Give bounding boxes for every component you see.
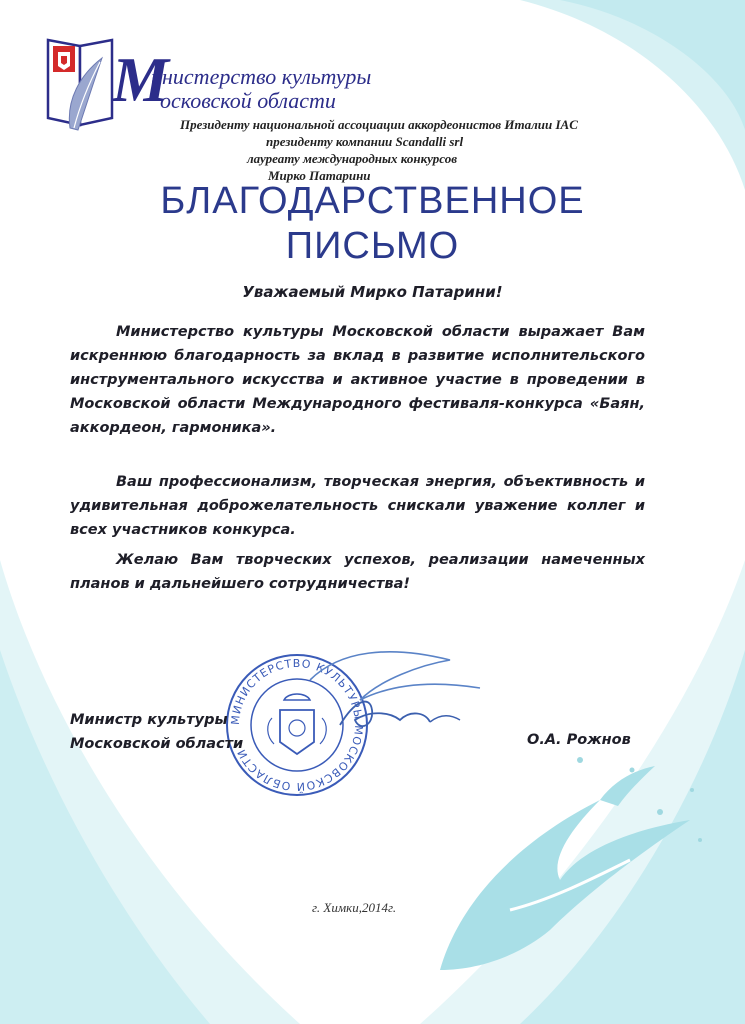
addressee-line-2: президенту компании Scandalli srl <box>266 134 464 149</box>
stamp-text: МИНИСТЕРСТВО КУЛЬТУРЫ МОСКОВСКОЙ ОБЛАСТИ <box>228 656 366 794</box>
body-paragraph-1 <box>70 320 645 440</box>
ministry-name-line1: инистерство культуры <box>151 64 372 89</box>
signatory-position <box>70 708 243 756</box>
body-paragraph-3 <box>70 548 645 596</box>
body-paragraph-2 <box>70 470 645 542</box>
greeting: Уважаемый Мирко Патарини! <box>242 283 503 301</box>
crane-decoration-icon <box>400 760 700 980</box>
ministry-emblem-logo <box>40 30 120 140</box>
addressee-line-1: Президенту национальной ассоциации аккордеонистов Италии IAC <box>180 117 578 132</box>
signatory-position-line1: Министр культуры <box>70 712 228 728</box>
signatory-name: О.А. Рожнов <box>527 732 631 748</box>
place-and-date: г. Химки,2014г. <box>312 900 397 915</box>
logo-initial-letter: М <box>112 44 169 115</box>
handwritten-signature <box>300 640 500 750</box>
letter-title-line1: БЛАГОДАРСТВЕННОЕ <box>160 180 585 222</box>
addressee-line-3: лауреату международных конкурсов <box>247 151 458 166</box>
addressee-name: Мирко Патарини <box>268 168 371 183</box>
letter-title-line2: ПИСЬМО <box>285 225 460 267</box>
signatory-position-line2: Московской области <box>70 736 244 752</box>
paragraph-3-text: Желаю Вам творческих успехов, реализации намеченных планов и дальнейшего сотрудничества! <box>70 552 645 592</box>
ministry-name-line2: осковской области <box>160 88 336 113</box>
paragraph-1-text: Министерство культуры Московской области выражает Вам искреннюю благодарность за вклад в развитие исполнительского инструментального искусства и активное участие в проведении в Московской области Международного фестиваля-конкурса «Баян, аккордеон, гармоника». <box>70 324 645 436</box>
paragraph-2-text: Ваш профессионализм, творческая энергия, объективность и удивительная доброжелательность снискали уважение коллег и всех участников конкурса. <box>70 474 645 538</box>
